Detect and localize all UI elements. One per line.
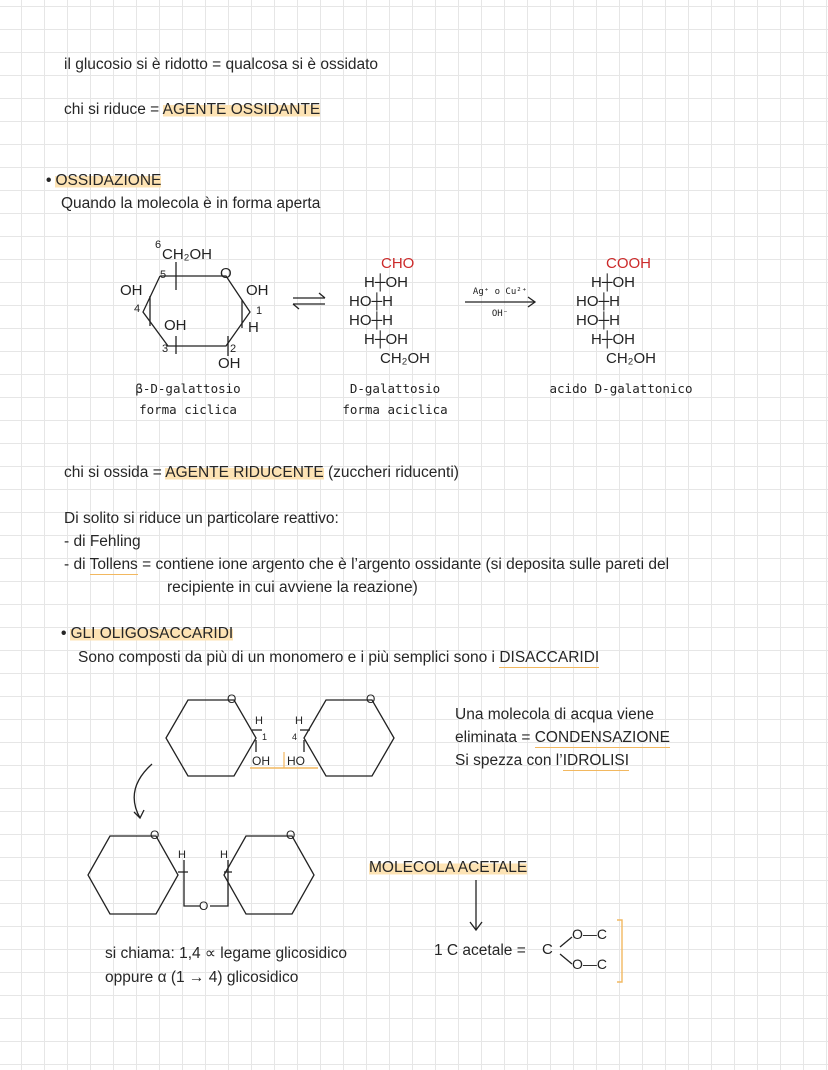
acid-row-3: HO┼H — [576, 312, 620, 329]
tollens-rest: = contiene ione argento che è l’argento ossidante (si deposita sulle pareti del — [137, 556, 670, 573]
reagent-intro: Di solito si riduce un particolare reattivo: — [64, 510, 339, 527]
linked-oxygen-right: O — [286, 828, 296, 842]
disaccaridi-word: DISACCARIDI — [499, 649, 600, 666]
oh-bottom: OH — [218, 355, 241, 372]
curved-arrow — [134, 764, 152, 818]
water-line-1: Una molecola di acqua viene — [455, 706, 655, 723]
bridge-oxygen: O — [199, 899, 209, 913]
carbon-number-1: 1 — [256, 305, 263, 317]
monomer-oh: OH — [252, 754, 270, 768]
acyclic-row-1: H┼OH — [364, 274, 408, 291]
note-glucose-reduced: il glucosio si è ridotto = qualcosa si è ossidato — [64, 56, 379, 73]
acetal-central-carbon: C — [542, 941, 553, 958]
acyclic-row-4: H┼OH — [364, 331, 408, 348]
cyclic-form: forma ciclica — [139, 402, 237, 417]
carbon-label-4: 4 — [292, 732, 298, 742]
acid-row-2: HO┼H — [576, 293, 620, 310]
agente-ossidante-highlight: AGENTE OSSIDANTE — [162, 101, 321, 118]
acetal-heading — [369, 858, 527, 878]
carbon-number-5: 5 — [160, 269, 167, 281]
agente-riducente-highlight: AGENTE RIDUCENTE — [165, 464, 324, 481]
tollens-word: Tollens — [89, 556, 138, 573]
note-oxidizer-prefix: chi si ossida = — [64, 464, 166, 481]
bullet-icon: • — [61, 625, 67, 642]
ring-oxygen: O — [220, 265, 232, 282]
water-line-2-prefix: eliminata = — [455, 729, 535, 746]
reagent-top: Ag⁺ o Cu²⁺ — [472, 287, 528, 297]
monomer-oxygen-left: O — [227, 692, 237, 706]
monomer-ring-right — [304, 700, 394, 776]
note-oxidizer-suffix: (zuccheri riducenti) — [323, 464, 459, 481]
carbon-number-2: 2 — [230, 343, 237, 355]
idrolisi-word: IDROLISI — [562, 752, 630, 769]
reagent-bottom: OH⁻ — [491, 309, 509, 319]
carbon-number-6: 6 — [155, 239, 162, 251]
oligo-description — [78, 648, 599, 668]
ch2oh-group: CH₂OH — [162, 246, 212, 263]
water-line-3-prefix: Si spezza con l’ — [455, 752, 563, 769]
oligo-prefix: Sono composti da più di un monomero e i più semplici sono i — [78, 649, 500, 666]
h-right: H — [248, 319, 259, 336]
linked-ring-right — [224, 836, 314, 914]
monomer-ho: HO — [287, 754, 305, 768]
water-line-2 — [455, 728, 670, 748]
acid-top-group: COOH — [606, 255, 651, 272]
monomer-oxygen-right: O — [366, 692, 376, 706]
cyclic-name: β-D-galattosio — [135, 381, 241, 396]
oh-left: OH — [120, 282, 143, 299]
bullet-icon: • — [46, 172, 52, 189]
acyclic-bottom-group: CH₂OH — [380, 350, 430, 367]
acyclic-form: forma aciclica — [342, 402, 448, 417]
acid-row-1: H┼OH — [591, 274, 635, 291]
note-oxidizer — [64, 463, 459, 483]
linked-oxygen-left: O — [150, 828, 160, 842]
condensazione-word: CONDENSAZIONE — [534, 729, 670, 746]
carbon-number-3: 3 — [162, 343, 169, 355]
oh-mid: OH — [164, 317, 187, 334]
tollens-prefix: - di — [64, 556, 90, 573]
monomer-h-right: H — [295, 715, 303, 727]
oh-right: OH — [246, 282, 269, 299]
acyclic-row-3: HO┼H — [349, 312, 393, 329]
monomer-ring-left — [166, 700, 256, 776]
ossidazione-subtitle: Quando la molecola è in forma aperta — [61, 195, 321, 212]
monomer-h-left: H — [255, 715, 263, 727]
acetal-bracket — [617, 920, 622, 982]
acyclic-name: D-galattosio — [349, 381, 441, 396]
linked-ring-left — [88, 836, 178, 914]
oligo-title: GLI OLIGOSACCARIDI — [70, 625, 234, 642]
carbon-number-4: 4 — [134, 303, 141, 315]
galactose-ring — [143, 276, 250, 346]
acid-name: acido D-galattonico — [549, 381, 693, 396]
acyclic-row-2: HO┼H — [349, 293, 393, 310]
acetal-oc-bottom: O—C — [572, 956, 607, 972]
reagent-fehling: - di Fehling — [64, 533, 141, 550]
acid-bottom-group: CH₂OH — [606, 350, 656, 367]
reagent-tollens — [64, 555, 669, 575]
acetal-oc-top: O—C — [572, 926, 607, 942]
carbon-label-1: 1 — [262, 732, 268, 742]
acid-row-4: H┼OH — [591, 331, 635, 348]
water-line-3 — [455, 751, 629, 771]
ossidazione-title: OSSIDAZIONE — [55, 172, 162, 189]
bond-name-1: si chiama: 1,4 ∝ legame glicosidico — [105, 945, 347, 962]
linked-h-right: H — [220, 849, 228, 861]
note-reducer-prefix: chi si riduce = — [64, 101, 163, 118]
molecola-acetale-highlight: MOLECOLA ACETALE — [369, 859, 528, 876]
linked-h-left: H — [178, 849, 186, 861]
acyclic-top-group: CHO — [381, 255, 415, 272]
oligo-heading — [61, 624, 233, 644]
tollens-continuation: recipiente in cui avviene la reazione) — [167, 579, 418, 596]
acetal-carbon-label: 1 C acetale = — [434, 942, 526, 959]
bond-name-2: oppure α (1 → 4) glicosidico — [105, 969, 299, 986]
